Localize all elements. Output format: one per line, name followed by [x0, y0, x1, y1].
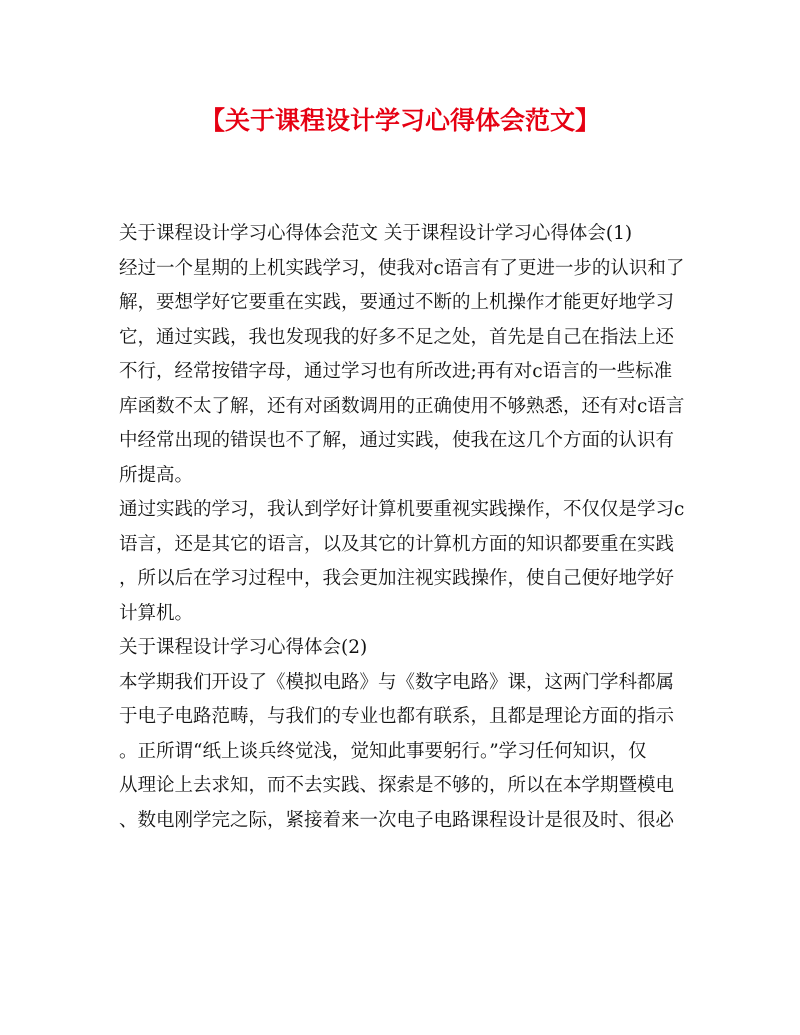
text-line: 关于课程设计学习心得体会(2) — [119, 637, 368, 658]
text-line: 本学期我们开设了《模拟电路》与《数字电路》课，这两门学科都属 — [119, 671, 675, 693]
text-line: 不行，经常按错字母，通过学习也有所改进;再有对c语言的一些标准 — [119, 361, 673, 382]
text-line: 它，通过实践，我也发现我的好多不足之处，首先是自己在指法上还 — [119, 326, 675, 348]
text-line: ，所以后在学习过程中，我会更加注视实践操作，使自己便好地学好 — [119, 568, 675, 589]
text-line: 计算机。 — [119, 602, 194, 624]
text-line: 语言，还是其它的语言，以及其它的计算机方面的知识都要重在实践 — [119, 533, 675, 555]
text-line: 。正所谓“纸上谈兵终觉浅，觉知此事要躬行。”学习任何知识，仅 — [119, 740, 647, 762]
text-line: 中经常出现的错误也不了解，通过实践，使我在这几个方面的认识有 — [119, 430, 675, 451]
text-line: 于电子电路范畴，与我们的专业也都有联系，且都是理论方面的指示 — [119, 706, 675, 727]
text-line: 从理论上去求知，而不去实践、探索是不够的，所以在本学期暨模电 — [119, 775, 675, 796]
text-line: 库函数不太了解，还有对函数调用的正确使用不够熟悉，还有对c语言 — [119, 395, 685, 417]
text-line: 解，要想学好它要重在实践，要通过不断的上机操作才能更好地学习 — [119, 292, 675, 313]
text-line: 通过实践的学习，我认到学好计算机要重视实践操作，不仅仅是学习c — [119, 499, 685, 520]
document-title: 【关于课程设计学习心得体会范文】 — [199, 106, 600, 135]
text-line: 所提高。 — [119, 464, 194, 486]
document-body — [119, 217, 689, 838]
text-line: 关于课程设计学习心得体会范文 关于课程设计学习心得体会(1) — [119, 223, 633, 244]
text-line: 经过一个星期的上机实践学习，使我对c语言有了更进一步的认识和了 — [119, 257, 685, 279]
text-line: 、数电刚学完之际，紧接着来一次电子电路课程设计是很及时、很必 — [119, 809, 675, 831]
